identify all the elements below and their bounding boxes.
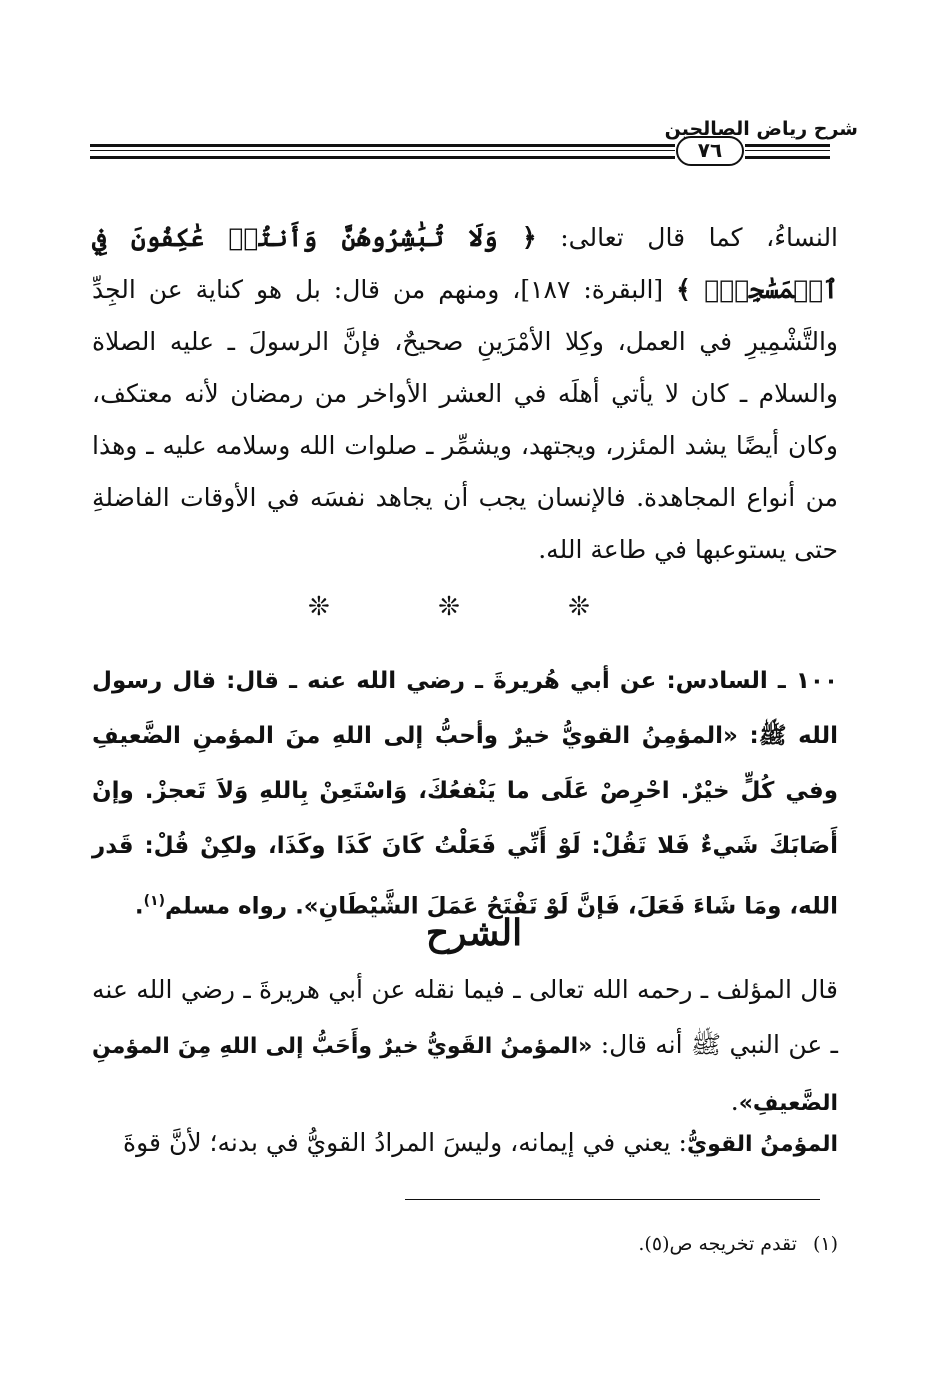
paragraph-2-end: . [730, 1087, 739, 1116]
paragraph-1-rest: [البقرة: ١٨٧]، ومنهم من قال: بل هو كناية عن الجِدِّ والتَّشْمِيرِ في العمل، وكِلا الأمْرَينِ صحيحٌ، فإنَّ الرسولَ ـ عليه الصلاة والسلام ـ كان لا يأتي أهلَه في العشر الأواخر من رمضان لأنه معتكف، وكان أيضًا يشد المئزر، ويجتهد، ويشمِّر ـ صلوات الله وسلامه عليه ـ وهذا من أنواع المجاهدة. فالإنسان يجب أن يجاهد نفسَه في الأوقات الفاضلةِ حتى يستوعبها في طاعة الله. [92, 275, 838, 564]
paragraph-3 [92, 1117, 838, 1171]
paragraph-1-intro: النساءُ، كما قال تعالى: [536, 223, 839, 252]
paragraph-1 [92, 212, 838, 576]
footnote [638, 1233, 838, 1255]
paragraph-3-text: : يعني في إيمانه، وليسَ المرادُ القويُّ في بدنه؛ لأنَّ قوةَ [123, 1128, 687, 1157]
running-title: شرح رياض الصالحين [664, 118, 858, 140]
hadith-quote: «المؤمنُ القَويُّ خيرٌ وأَحَبُّ إلى اللهِ مِنَ المؤمنِ الضَّعيفِ» [92, 1034, 838, 1116]
section-separator: ❊ ❊ ❊ [308, 592, 640, 622]
header-rule [90, 144, 675, 147]
defined-term: المؤمنُ القويُّ [686, 1132, 838, 1157]
header-rule [745, 150, 830, 151]
section-heading: الشرح [425, 912, 523, 954]
footnote-number: (١) [812, 1233, 838, 1255]
hadith-body: ١٠٠ ـ السادس: عن أبي هُريرةَ ـ رضي الله عنه ـ قال: قال رسول الله ﷺ: «المؤمِنُ القويُّ خيرٌ وأحبُّ إلى اللهِ منَ المؤمنِ الضَّعيفِ وفي كُلٍّ خيْرٌ. احْرِصْ عَلَى ما يَنْفعُكَ، وَاسْتَعِنْ بِاللهِ وَلاَ تَعجزْ. وإنْ أَصَابَكَ شَيءٌ فَلا تَقُلْ: لَوْ أَنِّي فَعَلْتُ كَانَ كَذَا وكَذَا، ولكِنْ قُلْ: قَدر الله، ومَا شَاءَ فَعَلَ، فَإنَّ لَوْ تَفْتَحُ عَمَلَ الشَّيْطَانِ». رواه مسلم [92, 668, 838, 920]
footnote-marker: (١) [143, 893, 165, 909]
paragraph-2 [92, 962, 838, 1131]
footnote-text: تقدم تخريجه ص(٥). [638, 1233, 797, 1255]
quran-verse: ﴿ وَلَا تُبَٰشِرُوهُنَّ وَأَنتُمۡ عَٰكِفُونَ فِي ٱلۡمَسَٰجِدِۗ ﴾ [92, 223, 839, 304]
paragraph-2-text: قال المؤلف ـ رحمه الله تعالى ـ فيما نقله عن أبي هريرةَ ـ رضي الله عنه ـ عن النبي ﷺ أنه قال: [92, 975, 838, 1059]
header-rule [745, 156, 830, 159]
page-number: ٧٦ [676, 136, 744, 166]
header-rule [745, 144, 830, 147]
header-rule [90, 150, 675, 151]
hadith-text [92, 654, 838, 935]
header-rule [90, 156, 675, 159]
footnote-rule [405, 1199, 820, 1200]
hadith-end: . [134, 893, 144, 920]
